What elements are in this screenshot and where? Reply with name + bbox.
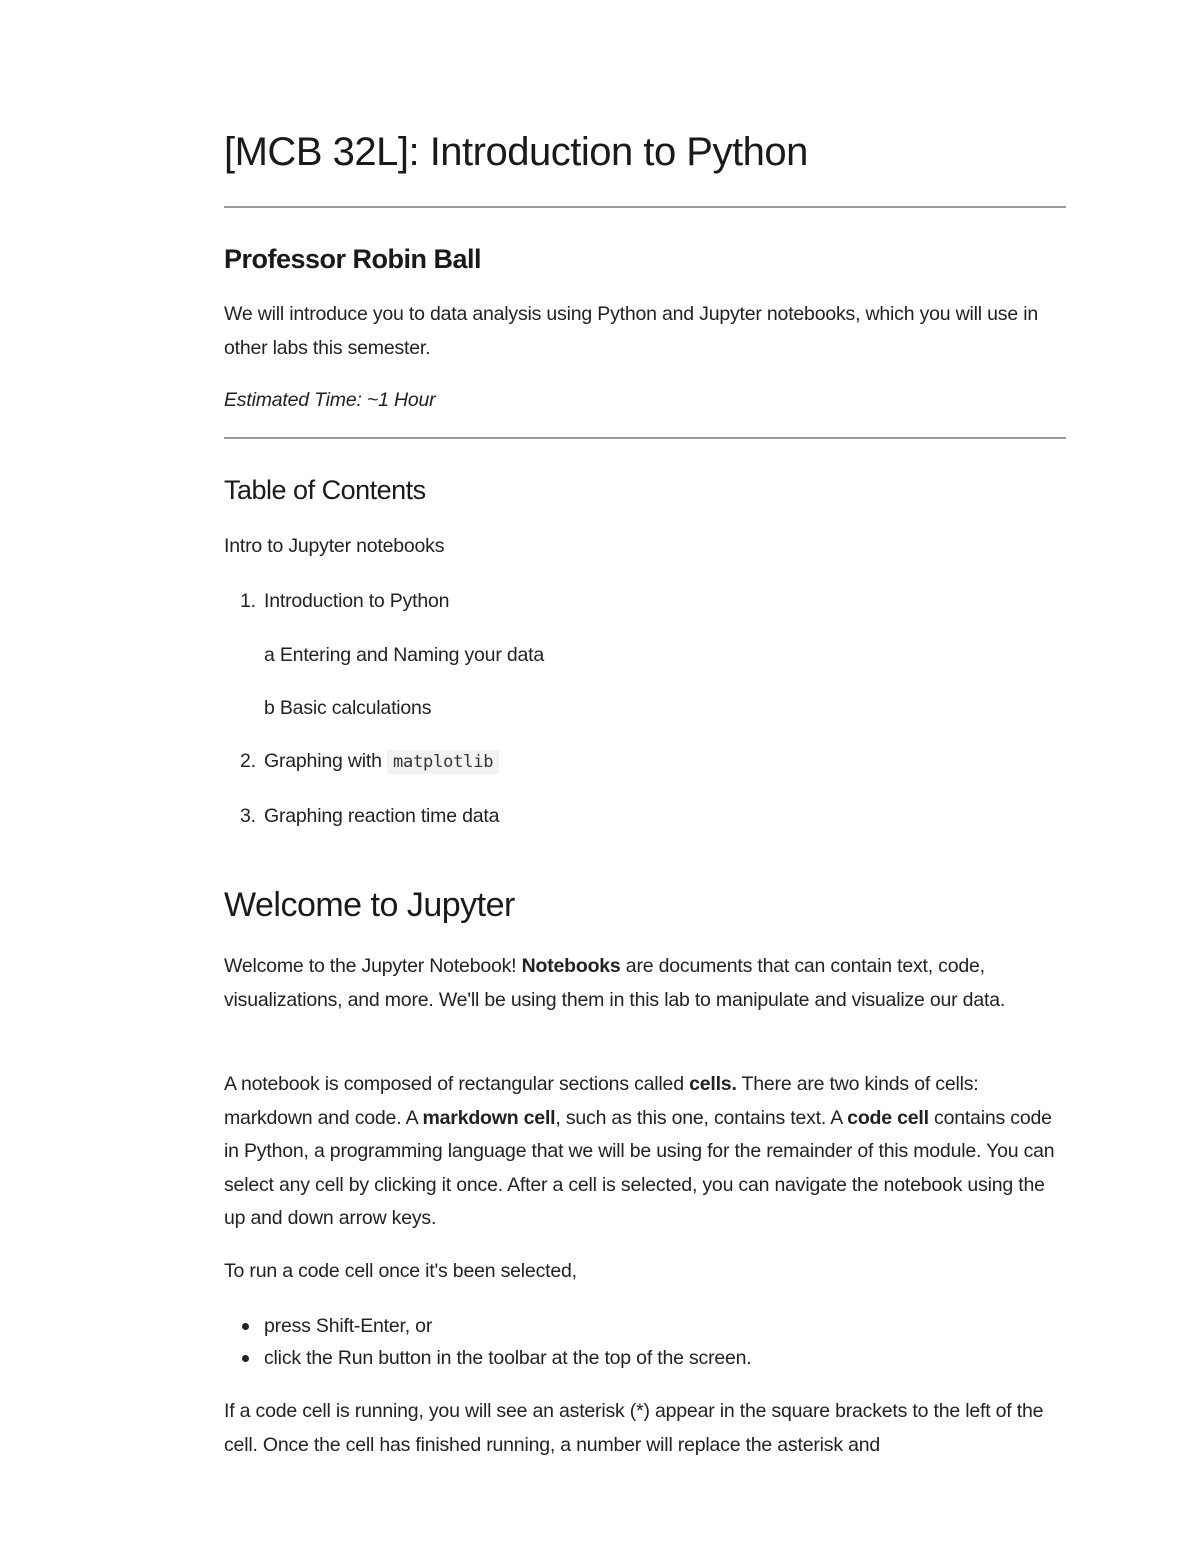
- text-span: A notebook is composed of rectangular sections called: [224, 1073, 690, 1095]
- run-cell-paragraph: To run a code cell once it's been selected,: [224, 1260, 577, 1282]
- bold-term: Notebooks: [521, 955, 621, 977]
- list-item-text: press Shift-Enter, or: [264, 1315, 433, 1337]
- toc-item-label: Graphing reaction time data: [264, 805, 500, 827]
- divider: [224, 437, 1066, 439]
- list-item: [224, 1342, 752, 1374]
- text-span: Welcome to the Jupyter Notebook!: [224, 955, 522, 977]
- toc-item-number: 1.: [240, 590, 256, 612]
- inline-code: matplotlib: [387, 750, 499, 774]
- text-span: , such as this one, contains text. A: [555, 1106, 848, 1129]
- toc-item: [240, 748, 499, 775]
- text-span: There are two kinds of cells: markdown and code. A: [224, 1073, 979, 1129]
- list-item-text: click the Run button in the toolbar at the top of the screen.: [264, 1347, 752, 1369]
- bold-term: markdown cell: [422, 1106, 556, 1129]
- divider: [224, 206, 1066, 208]
- toc-item-label: Graphing with: [264, 750, 382, 772]
- toc-heading: Table of Contents: [224, 475, 426, 505]
- bold-term: code cell: [847, 1106, 929, 1129]
- bullet-icon: [242, 1323, 249, 1330]
- run-instructions-list: [224, 1310, 752, 1374]
- intro-paragraph: We will introduce you to data analysis using Python and Jupyter notebooks, which you will use in other labs this semester.: [224, 303, 1038, 359]
- toc-item-number: 2.: [240, 750, 256, 772]
- toc-intro-item: Intro to Jupyter notebooks: [224, 535, 445, 557]
- list-item: [224, 1310, 752, 1342]
- text-span: are documents that can contain text, code, visualizations, and more. We'll be using them in this lab to manipulate and visualize our data.: [224, 955, 1006, 1011]
- professor-heading: Professor Robin Ball: [224, 244, 482, 274]
- toc-item-label: b Basic calculations: [264, 697, 432, 719]
- toc-item-label: a Entering and Naming your data: [264, 644, 544, 666]
- text-span: contains code in Python, a programming language that we will be using for the remainder of this module. You can select any cell by clicking it once. After a cell is selected, you can navigate the notebook using the up and down arrow keys.: [224, 1106, 1055, 1229]
- toc-item-label: Introduction to Python: [264, 590, 450, 612]
- page-title: [MCB 32L]: Introduction to Python: [224, 130, 808, 174]
- toc-subitem: [264, 695, 431, 721]
- toc-item: [240, 588, 449, 614]
- bullet-icon: [242, 1355, 249, 1362]
- cells-paragraph: [224, 1068, 1066, 1236]
- toc-item-number: 3.: [240, 805, 256, 827]
- toc-subitem: [264, 642, 544, 668]
- welcome-heading: Welcome to Jupyter: [224, 886, 515, 924]
- toc-item: [240, 803, 499, 829]
- bold-term: cells.: [689, 1073, 737, 1095]
- running-cell-paragraph: If a code cell is running, you will see an asterisk (*) appear in the square brackets to the left of the cell. Once the cell has finished running, a number will replace the asterisk and: [224, 1400, 1044, 1456]
- welcome-paragraph: [224, 950, 1066, 1017]
- estimated-time: Estimated Time: ~1 Hour: [224, 389, 436, 411]
